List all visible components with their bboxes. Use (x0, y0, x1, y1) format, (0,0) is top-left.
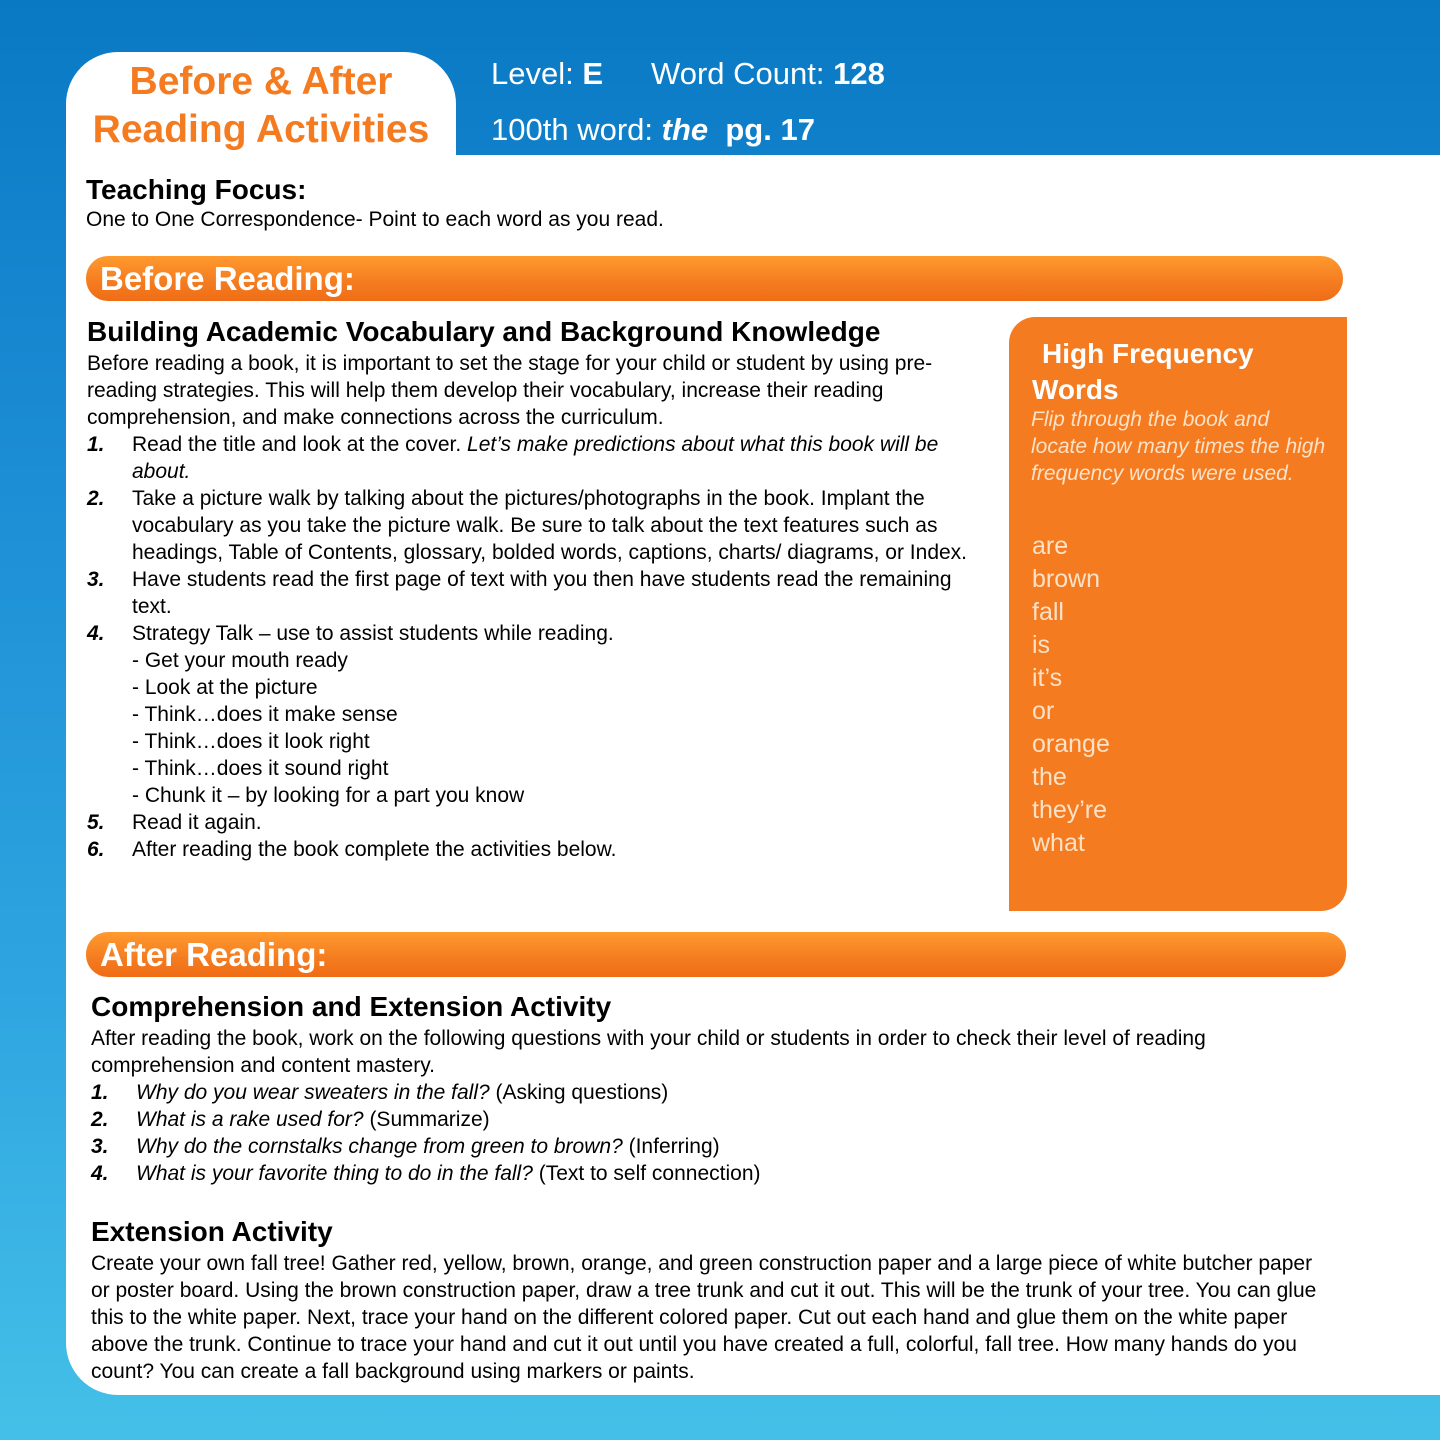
question-skill: (Text to self connection) (532, 1162, 761, 1185)
question-text: Why do the cornstalks change from green to brown? (136, 1135, 623, 1158)
step-number: 1. (87, 433, 105, 456)
list-item: orange (1032, 730, 1110, 758)
hundredth-word-page: pg. 17 (725, 112, 815, 147)
question-text: Why do you wear sweaters in the fall? (136, 1081, 490, 1104)
step-text: After reading the book complete the activities below. (132, 838, 617, 861)
step-italic-text: Let’s make predictions about what this book will be about. (132, 433, 939, 483)
teaching-focus-heading: Teaching Focus: (86, 174, 307, 205)
word-count-value: 128 (833, 56, 885, 91)
list-item: brown (1032, 565, 1101, 593)
list-item: fall (1032, 598, 1064, 626)
high-frequency-word-list (1032, 530, 1110, 860)
step-text: Take a picture walk by talking about the pictures/photographs in the book. Implant the vocabulary as you take the picture walk. Be sure to talk about the text features such as headings, Table of Contents, glossary, bolded words, captions, charts/ diagrams, or Index. (132, 487, 968, 564)
extension-text: Create your own fall tree! Gather red, yellow, brown, orange, and green construction paper and a large piece of white butcher paper or poster board. Using the brown construction paper, draw a tree trunk and cut it out. This will be the trunk of your tree. You can glue this to the white paper. Next, trace your hand on the different colored paper. Cut out each hand and glue them on the white paper above the trunk. Continue to trace your hand and cut it out until you have created a full, colorful, fall tree. How many hands do you count? You can create a fall background using markers or paints. (91, 1252, 1317, 1383)
step-text: Read it again. (132, 811, 262, 834)
question-number: 2. (91, 1108, 109, 1131)
strategy-item: - Chunk it – by looking for a part you know (132, 784, 525, 807)
before-reading-band: Before Reading: (86, 256, 1343, 301)
page-title (66, 58, 456, 154)
step-number: 6. (87, 838, 105, 861)
question-skill: (Summarize) (363, 1108, 490, 1131)
step-text: Strategy Talk – use to assist students while reading. (132, 622, 614, 645)
step-text: Read the title and look at the cover. (132, 433, 468, 456)
list-item (91, 1079, 1321, 1106)
hundredth-word-line (491, 112, 815, 148)
list-item (87, 836, 992, 863)
question-number: 4. (91, 1162, 109, 1185)
after-reading-band: After Reading: (86, 932, 1346, 977)
before-reading-body (87, 350, 992, 863)
before-reading-steps (87, 431, 992, 863)
list-item (91, 1133, 1321, 1160)
list-item: it’s (1032, 664, 1063, 692)
title-line-2: Reading Activities (92, 108, 430, 151)
title-line-1: Before & After (129, 60, 393, 103)
step-number: 3. (87, 568, 105, 591)
hundredth-word-label: 100th word: (491, 112, 653, 147)
level-label: Level: (491, 56, 574, 91)
list-item: is (1032, 631, 1051, 659)
high-frequency-title-line-1: High Frequency (1042, 338, 1254, 369)
list-item (87, 566, 992, 620)
question-text: What is a rake used for? (136, 1108, 364, 1131)
strategy-item: - Think…does it make sense (132, 703, 398, 726)
teaching-focus-text: One to One Correspondence- Point to each word as you read. (86, 208, 664, 231)
list-item: are (1032, 532, 1069, 560)
list-item: the (1032, 763, 1067, 791)
hundredth-word-value: the (661, 112, 709, 147)
after-reading-body (91, 1025, 1321, 1187)
strategy-item: - Think…does it sound right (132, 757, 389, 780)
after-reading-intro: After reading the book, work on the following questions with your child or students in order to check their level of reading comprehension and content mastery. (91, 1027, 1206, 1077)
question-number: 1. (91, 1081, 109, 1104)
list-item (87, 431, 992, 485)
list-item: or (1032, 697, 1055, 725)
question-number: 3. (91, 1135, 109, 1158)
step-number: 5. (87, 811, 105, 834)
before-reading-intro: Before reading a book, it is important to set the stage for your child or student by using pre-reading strategies. This will help them develop their vocabulary, increase their reading comprehension, and make connections across the curriculum. (87, 352, 933, 429)
extension-heading: Extension Activity (91, 1216, 333, 1247)
vocabulary-heading: Building Academic Vocabulary and Background Knowledge (87, 316, 881, 347)
list-item (91, 1106, 1321, 1133)
high-frequency-title (1032, 336, 1332, 408)
question-skill: (Asking questions) (489, 1081, 669, 1104)
list-item (87, 809, 992, 836)
strategy-item: - Think…does it look right (132, 730, 370, 753)
list-item (87, 485, 992, 566)
strategy-item: - Get your mouth ready (132, 649, 348, 672)
high-frequency-title-line-2: Words (1032, 374, 1119, 405)
step-number: 2. (87, 487, 105, 510)
list-item: what (1032, 829, 1085, 857)
level-value: E (582, 56, 604, 91)
word-count-label: Word Count: (651, 56, 825, 91)
comprehension-heading: Comprehension and Extension Activity (91, 991, 612, 1022)
step-number: 4. (87, 622, 105, 645)
high-frequency-description: Flip through the book and locate how many times the high frequency words were used. (1031, 408, 1326, 485)
question-text: What is your favorite thing to do in the fall? (136, 1162, 533, 1185)
step-text: Have students read the first page of text with you then have students read the remaining text. (132, 568, 952, 618)
list-item (91, 1160, 1321, 1187)
comprehension-questions (91, 1079, 1321, 1187)
list-item (87, 620, 992, 809)
list-item: they’re (1032, 796, 1108, 824)
question-skill: (Inferring) (622, 1135, 720, 1158)
strategy-item: - Look at the picture (132, 676, 318, 699)
level-wordcount-line (491, 56, 885, 92)
